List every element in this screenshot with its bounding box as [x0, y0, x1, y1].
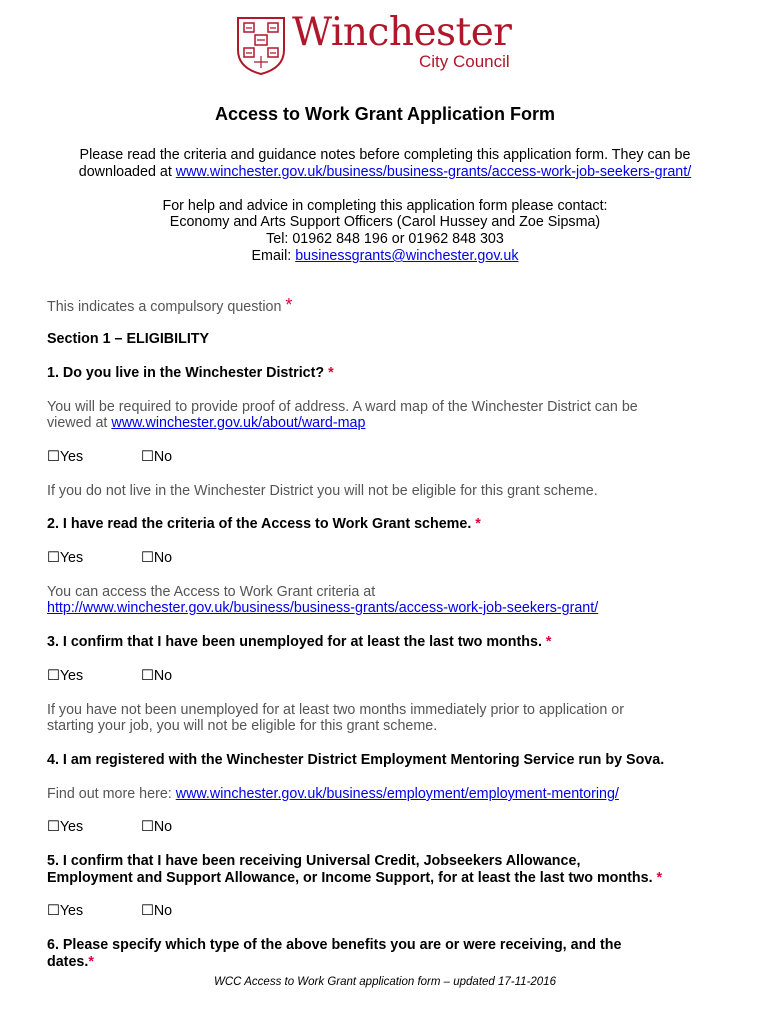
guidance-link[interactable]: www.winchester.gov.uk/business/business-grants/access-work-job-seekers-grant/: [175, 164, 692, 180]
question-1-text: 1. Do you live in the Winchester District?: [47, 365, 325, 381]
q3-no-checkbox[interactable]: ☐No: [141, 668, 173, 684]
q4-no-checkbox[interactable]: ☐No: [141, 819, 173, 835]
question-3: [47, 634, 551, 651]
question-5-line-1: 5. I confirm that I have been receiving Universal Credit, Jobseekers Allowance,: [47, 853, 581, 869]
email-label: Email:: [251, 248, 296, 264]
page-footer: WCC Access to Work Grant application form – updated 17-11-2016: [214, 976, 556, 988]
required-asterisk: *: [285, 295, 293, 315]
q2-yes-checkbox[interactable]: ☐Yes: [47, 550, 84, 566]
council-crest-icon: [236, 16, 286, 76]
contact-phone: Tel: 01962 848 196 or 01962 848 303: [266, 231, 504, 247]
mentoring-link[interactable]: www.winchester.gov.uk/business/employment/employment-mentoring/: [175, 786, 619, 802]
q1-no-checkbox[interactable]: ☐No: [141, 449, 173, 465]
intro-line-2: [0, 164, 770, 181]
compulsory-note-text: This indicates a compulsory question: [47, 299, 282, 315]
intro-line-1: Please read the criteria and guidance notes before completing this application form. They can be: [79, 147, 691, 163]
q5-yes-checkbox[interactable]: ☐Yes: [47, 903, 84, 919]
required-asterisk: *: [656, 870, 663, 886]
logo-subtitle: City Council: [419, 52, 510, 71]
q1-note-line-1: You will be required to provide proof of address. A ward map of the Winchester District can be: [47, 399, 638, 415]
question-5-text: Employment and Support Allowance, or Income Support, for at least the last two months.: [47, 870, 653, 886]
q1-eligibility-note: If you do not live in the Winchester District you will not be eligible for this grant scheme.: [47, 483, 598, 499]
q4-note-prefix: Find out more here:: [47, 786, 176, 802]
question-6-line-1: 6. Please specify which type of the above benefits you are or were receiving, and the: [47, 937, 622, 953]
question-1: [47, 365, 334, 382]
compulsory-note: [47, 297, 292, 316]
q3-note-line-1: If you have not been unemployed for at least two months immediately prior to application or: [47, 702, 624, 718]
email-link[interactable]: businessgrants@winchester.gov.uk: [295, 248, 519, 264]
required-asterisk: *: [545, 634, 552, 650]
q5-no-checkbox[interactable]: ☐No: [141, 903, 173, 919]
question-3-text: 3. I confirm that I have been unemployed for at least the last two months.: [47, 634, 542, 650]
q1-note-line-2: [47, 415, 365, 432]
q2-note-line-2: [47, 600, 598, 617]
q1-note-prefix: viewed at: [47, 415, 112, 431]
question-2-text: 2. I have read the criteria of the Access to Work Grant scheme.: [47, 516, 472, 532]
q4-yes-checkbox[interactable]: ☐Yes: [47, 819, 84, 835]
contact-email-line: [0, 248, 770, 265]
required-asterisk: *: [475, 516, 481, 532]
criteria-link[interactable]: http://www.winchester.gov.uk/business/business-grants/access-work-job-seekers-grant/: [47, 600, 599, 616]
required-asterisk: *: [88, 954, 94, 970]
q3-note-line-2: starting your job, you will not be eligible for this grant scheme.: [47, 718, 438, 734]
section-title: Section 1 – ELIGIBILITY: [47, 331, 210, 347]
question-4: 4. I am registered with the Winchester District Employment Mentoring Service run by Sova.: [47, 752, 665, 768]
question-5-line-2: [47, 870, 662, 887]
question-6-line-2: [47, 954, 94, 971]
contact-line-1: For help and advice in completing this application form please contact:: [162, 198, 608, 214]
logo-wordmark: Winchester: [292, 10, 512, 55]
q2-note-line-1: You can access the Access to Work Grant criteria at: [47, 584, 376, 600]
q3-yes-checkbox[interactable]: ☐Yes: [47, 668, 84, 684]
intro-download-text: downloaded at: [78, 164, 176, 180]
q4-note: [47, 786, 619, 803]
ward-map-link[interactable]: www.winchester.gov.uk/about/ward-map: [111, 415, 366, 431]
required-asterisk: *: [328, 365, 334, 381]
contact-officers: Economy and Arts Support Officers (Carol Hussey and Zoe Sipsma): [169, 214, 601, 230]
council-logo: [236, 10, 536, 78]
q1-yes-checkbox[interactable]: ☐Yes: [47, 449, 84, 465]
page-title: Access to Work Grant Application Form: [214, 104, 556, 124]
q2-no-checkbox[interactable]: ☐No: [141, 550, 173, 566]
question-2: [47, 516, 481, 533]
question-6-text: dates.: [47, 954, 89, 970]
